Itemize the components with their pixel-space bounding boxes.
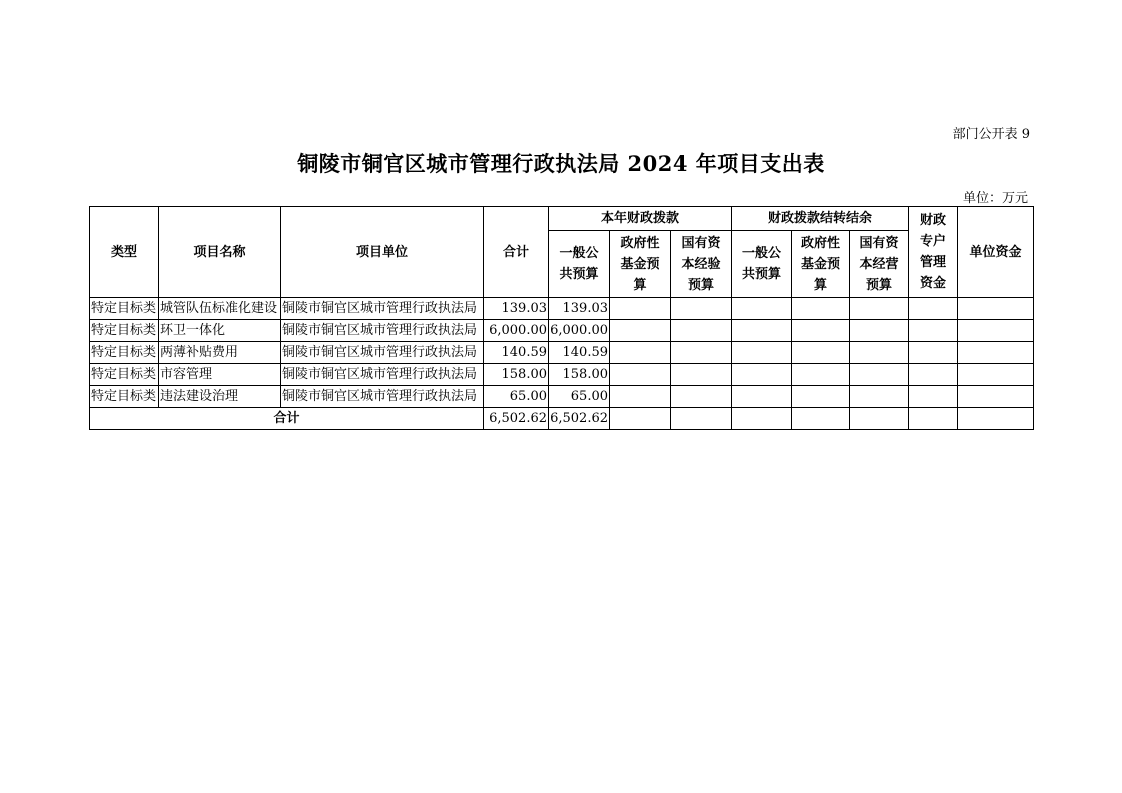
cell-empty	[610, 386, 671, 408]
cell-total: 65.00	[484, 386, 549, 408]
cell-empty	[958, 298, 1034, 320]
cell-empty	[671, 320, 732, 342]
cell-empty	[850, 320, 909, 342]
cell-empty	[958, 364, 1034, 386]
header-state-capital-budget: 国有资本经验预算	[671, 231, 732, 298]
cell-project-name: 市容管理	[159, 364, 281, 386]
header-gov-fund-budget: 政府性基金预算	[610, 231, 671, 298]
cell-empty	[671, 408, 732, 430]
cell-general-public-budget: 6,000.00	[549, 320, 610, 342]
cell-empty	[792, 298, 850, 320]
cell-empty	[610, 320, 671, 342]
cell-empty	[958, 320, 1034, 342]
cell-type: 特定目标类	[90, 320, 159, 342]
cell-empty	[671, 298, 732, 320]
cell-general-public-budget: 139.03	[549, 298, 610, 320]
table-row	[90, 342, 1034, 364]
cell-project-name: 违法建设治理	[159, 386, 281, 408]
header-gov-fund-budget-carryover: 政府性基金预算	[792, 231, 850, 298]
header-current-year-group: 本年财政拨款	[549, 207, 732, 231]
cell-empty	[732, 408, 792, 430]
cell-empty	[792, 386, 850, 408]
header-unit-fund: 单位资金	[958, 207, 1034, 298]
header-general-public-budget-carryover: 一般公共预算	[732, 231, 792, 298]
cell-empty	[732, 298, 792, 320]
table-row	[90, 364, 1034, 386]
cell-empty	[792, 408, 850, 430]
cell-empty	[850, 386, 909, 408]
cell-empty	[958, 408, 1034, 430]
page-title: 铜陵市铜官区城市管理行政执法局 2024 年项目支出表	[297, 151, 825, 176]
cell-empty	[909, 364, 958, 386]
cell-empty	[610, 342, 671, 364]
cell-general-public-budget: 65.00	[549, 386, 610, 408]
cell-general-public-budget: 140.59	[549, 342, 610, 364]
cell-project-unit: 铜陵市铜官区城市管理行政执法局	[281, 364, 484, 386]
header-carryover-group: 财政拨款结转结余	[732, 207, 909, 231]
cell-total: 158.00	[484, 364, 549, 386]
cell-project-name: 环卫一体化	[159, 320, 281, 342]
project-expenditure-table	[89, 206, 1034, 430]
table-row	[90, 320, 1034, 342]
cell-empty	[732, 320, 792, 342]
unit-label: 单位：万元	[962, 191, 1028, 206]
cell-empty	[671, 364, 732, 386]
cell-project-unit: 铜陵市铜官区城市管理行政执法局	[281, 320, 484, 342]
header-fiscal-special-fund: 财政专户管理资金	[909, 207, 958, 298]
cell-project-unit: 铜陵市铜官区城市管理行政执法局	[281, 386, 484, 408]
cell-empty	[850, 342, 909, 364]
cell-empty	[671, 342, 732, 364]
cell-project-name: 两薄补贴费用	[159, 342, 281, 364]
cell-type: 特定目标类	[90, 364, 159, 386]
cell-empty	[671, 386, 732, 408]
header-state-capital-budget-carryover: 国有资本经营预算	[850, 231, 909, 298]
cell-empty	[850, 298, 909, 320]
form-number: 部门公开表 9	[952, 127, 1030, 142]
header-project-name: 项目名称	[159, 207, 281, 298]
cell-empty	[732, 386, 792, 408]
cell-project-unit: 铜陵市铜官区城市管理行政执法局	[281, 342, 484, 364]
cell-empty	[909, 386, 958, 408]
cell-empty	[909, 342, 958, 364]
cell-total: 140.59	[484, 342, 549, 364]
cell-empty	[792, 320, 850, 342]
header-total: 合计	[484, 207, 549, 298]
cell-empty	[909, 408, 958, 430]
cell-total: 6,000.00	[484, 320, 549, 342]
cell-type: 特定目标类	[90, 298, 159, 320]
cell-empty	[610, 298, 671, 320]
cell-empty	[792, 342, 850, 364]
cell-empty	[732, 364, 792, 386]
cell-project-unit: 铜陵市铜官区城市管理行政执法局	[281, 298, 484, 320]
summary-row	[90, 408, 1034, 430]
cell-empty	[610, 364, 671, 386]
header-project-unit: 项目单位	[281, 207, 484, 298]
cell-general-public-budget: 158.00	[549, 364, 610, 386]
cell-empty	[909, 320, 958, 342]
cell-empty	[958, 342, 1034, 364]
table-row	[90, 298, 1034, 320]
cell-total: 139.03	[484, 298, 549, 320]
cell-empty	[958, 386, 1034, 408]
cell-type: 特定目标类	[90, 386, 159, 408]
cell-empty	[792, 364, 850, 386]
summary-total: 6,502.62	[484, 408, 549, 430]
summary-general-public-budget: 6,502.62	[549, 408, 610, 430]
cell-empty	[909, 298, 958, 320]
cell-empty	[850, 408, 909, 430]
cell-project-name: 城管队伍标准化建设	[159, 298, 281, 320]
cell-type: 特定目标类	[90, 342, 159, 364]
header-type: 类型	[90, 207, 159, 298]
cell-empty	[610, 408, 671, 430]
cell-empty	[732, 342, 792, 364]
header-general-public-budget: 一般公共预算	[549, 231, 610, 298]
summary-label: 合计	[90, 408, 484, 430]
cell-empty	[850, 364, 909, 386]
table-row	[90, 386, 1034, 408]
